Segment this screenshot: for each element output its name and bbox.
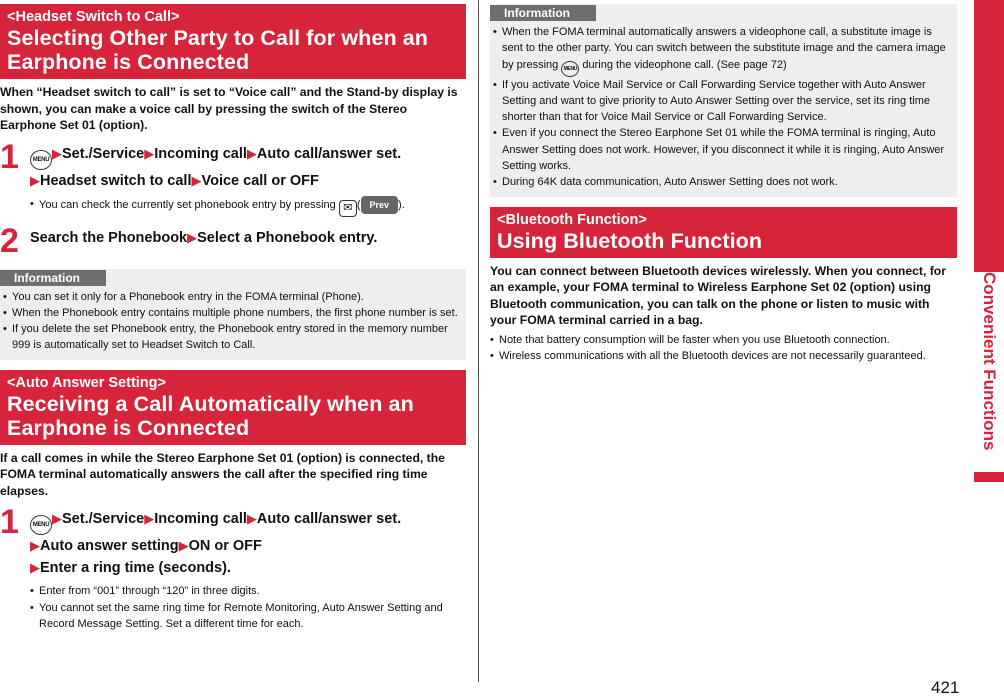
arrow-right-icon: ▶ xyxy=(191,172,202,188)
prev-softkey-icon: Prev xyxy=(361,196,399,215)
step-2 xyxy=(0,221,466,260)
right-column xyxy=(490,4,957,365)
step-text: Select a Phonebook entry. xyxy=(197,229,378,246)
step-text: Incoming call xyxy=(154,145,247,162)
left-column xyxy=(0,4,466,633)
section-header-headset-switch xyxy=(0,4,466,79)
information-tag: Information xyxy=(490,5,596,21)
section-title-line1: Selecting Other Party to Call for when an xyxy=(7,26,429,50)
step-1-auto-answer xyxy=(0,503,466,633)
step-text: Enter a ring time (seconds). xyxy=(40,560,231,577)
bluetooth-note: • Wireless communications with all the Bluetooth devices are not necessarily guaranteed. xyxy=(490,348,957,365)
step-notes xyxy=(30,196,466,217)
step-text: Auto answer setting xyxy=(40,538,179,555)
step-note: • Enter from “001” through “120” in three digits. xyxy=(30,583,466,600)
step-note: • You can check the currently set phonebook entry by pressing ✉ ( Prev ). xyxy=(30,196,466,217)
information-item xyxy=(493,24,951,77)
arrow-right-icon: ▶ xyxy=(52,511,62,527)
information-item: • Even if you connect the Stereo Earphone Set 01 while the FOMA terminal is ringing, Auto Answer Setting does not work. However, if you disconnect it while it is ringing, Auto Answer Setting works. xyxy=(493,125,951,174)
step-text: Auto call/answer set. xyxy=(256,511,402,528)
step-number: 1 xyxy=(0,137,19,176)
intro-paragraph: If a call comes in while the Stereo Earphone Set 01 (option) is connected, the FOMA terminal automatically answers the call after the specified ring time elapses. xyxy=(0,450,445,498)
arrow-right-icon: ▶ xyxy=(30,538,40,554)
section-title: Using Bluetooth Function xyxy=(497,228,763,253)
section-header-bluetooth xyxy=(490,207,957,258)
information-box xyxy=(0,269,466,360)
arrow-right-icon: ▶ xyxy=(30,172,40,188)
page-number: 421 xyxy=(931,678,960,697)
step-text: Set./Service xyxy=(62,511,145,528)
arrow-right-icon: ▶ xyxy=(52,145,62,161)
chapter-side-label-wrap xyxy=(974,272,1004,472)
menu-key-icon: MENU xyxy=(561,61,579,77)
arrow-right-icon: ▶ xyxy=(178,538,189,554)
section-title-line2: Earphone is Connected xyxy=(7,415,250,440)
bluetooth-notes xyxy=(490,332,957,365)
step-text: Auto call/answer set. xyxy=(256,145,402,162)
section-subtitle: <Auto Answer Setting> xyxy=(7,374,166,391)
information-list xyxy=(490,24,951,191)
step-text: Headset switch to call xyxy=(40,172,192,189)
step-instruction xyxy=(30,143,466,192)
information-item: • You can set it only for a Phonebook entry in the FOMA terminal (Phone). xyxy=(3,289,460,305)
arrow-right-icon: ▶ xyxy=(144,145,155,161)
section-title-line2: Earphone is Connected xyxy=(7,50,250,74)
step-number: 2 xyxy=(0,221,19,260)
section-title xyxy=(7,392,459,440)
intro-paragraph: When “Headset switch to call” is set to “Voice call” and the Stand-by display is shown, you can make a voice call by pressing the switch of the Stereo Earphone Set 01 (option). xyxy=(0,85,458,132)
step-text: ON or OFF xyxy=(188,538,262,555)
intro-paragraph: You can connect between Bluetooth devices wirelessly. When you connect, for an example, your FOMA terminal to Wireless Earphone Set 02 (option) using Bluetooth communication, you can talk on the phone or listen to music with your FOMA terminal carried in a bag. xyxy=(490,263,946,328)
information-item: • When the Phonebook entry contains multiple phone numbers, the first phone number is set. xyxy=(3,305,460,321)
information-item: • If you activate Voice Mail Service or Call Forwarding Service together with Auto Answer Setting and want to give priority to Auto Answer Setting over the service, set its ring time shorter than that for Voice Mail Service or Call Forwarding Service. xyxy=(493,77,951,126)
step-1 xyxy=(0,137,466,217)
section-title-line1: Receiving a Call Automatically when an xyxy=(7,391,414,416)
information-text: during the videophone call. (See page 72) xyxy=(582,58,787,71)
arrow-right-icon: ▶ xyxy=(187,229,198,245)
mail-key-icon: ✉ xyxy=(339,200,357,217)
arrow-right-icon: ▶ xyxy=(246,145,257,161)
step-note: • You cannot set the same ring time for Remote Monitoring, Auto Answer Setting and Record Message Setting. Set a different time for each. xyxy=(30,600,466,633)
note-text: ). xyxy=(398,198,405,211)
column-divider xyxy=(478,0,479,682)
bluetooth-note: • Note that battery consumption will be faster when you use Bluetooth connection. xyxy=(490,332,957,349)
step-number: 1 xyxy=(0,503,19,542)
step-text: Voice call or OFF xyxy=(201,172,319,189)
information-text: When the FOMA terminal automatically answers a videophone call, a substitute image is sent to the other party. You can switch between the substitute image and the camera image by pressing xyxy=(502,26,946,71)
step-notes xyxy=(30,583,466,633)
step-instruction xyxy=(30,508,466,579)
section-subtitle: <Headset Switch to Call> xyxy=(7,9,180,25)
information-box xyxy=(490,4,957,197)
note-text: You can check the currently set phonebook entry by pressing xyxy=(39,198,336,211)
information-item: • During 64K data communication, Auto Answer Setting does not work. xyxy=(493,174,951,190)
menu-key-icon: MENU xyxy=(30,150,52,170)
information-tag: Information xyxy=(0,270,106,286)
step-text: Set./Service xyxy=(62,145,145,162)
menu-key-icon: MENU xyxy=(30,515,52,535)
section-subtitle: <Bluetooth Function> xyxy=(497,211,647,228)
arrow-right-icon: ▶ xyxy=(144,511,155,527)
step-text: Search the Phonebook xyxy=(30,229,188,246)
arrow-right-icon: ▶ xyxy=(30,560,40,576)
section-title xyxy=(7,26,459,74)
step-text: Incoming call xyxy=(154,511,247,528)
information-item: • If you delete the set Phonebook entry, the Phonebook entry stored in the memory number 999 is automatically set to Headset Switch to Call. xyxy=(3,321,460,354)
information-list xyxy=(0,289,460,354)
arrow-right-icon: ▶ xyxy=(246,511,257,527)
step-instruction xyxy=(30,227,466,249)
chapter-side-label: Convenient Functions xyxy=(980,272,999,451)
section-header-auto-answer xyxy=(0,370,466,445)
